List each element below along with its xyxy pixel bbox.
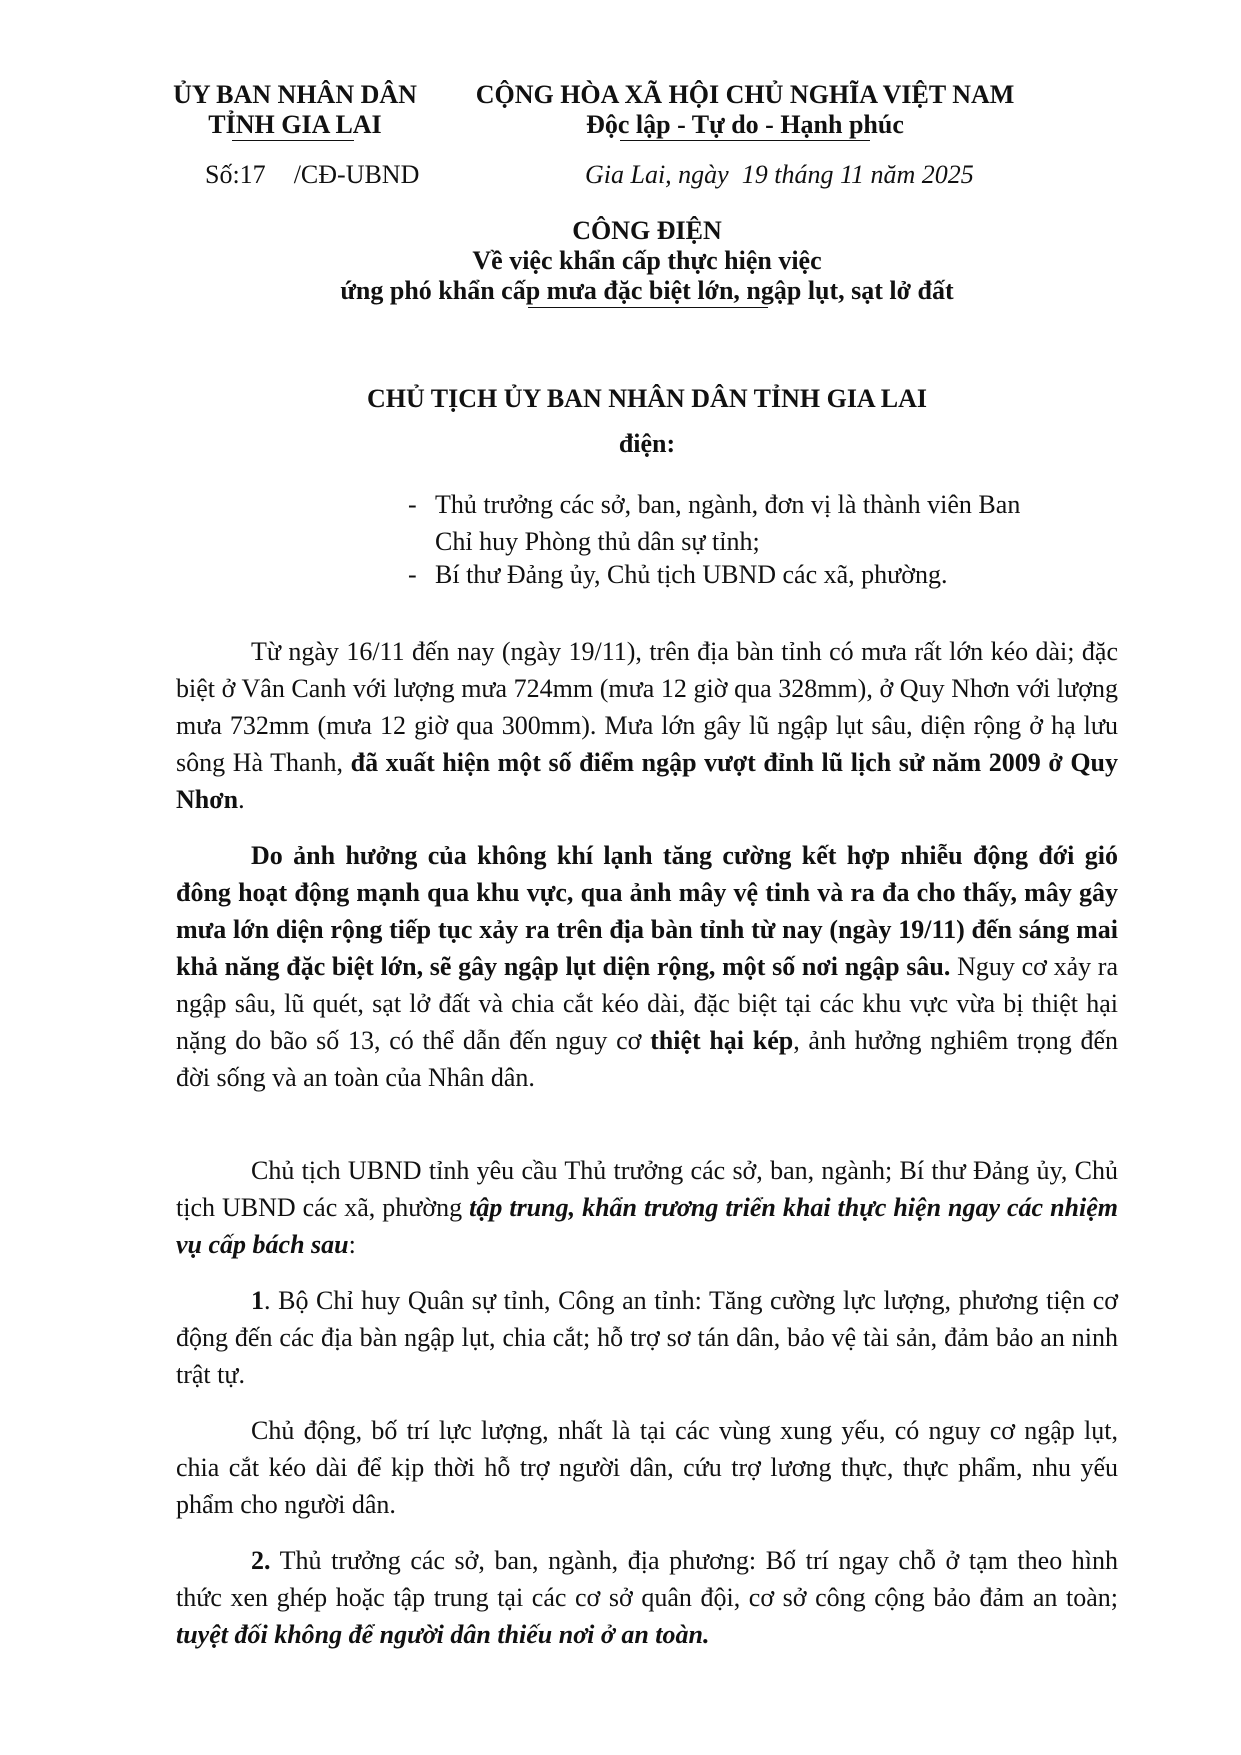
paragraph-text: Thủ trưởng các sở, ban, ngành, địa phương: Bố trí ngay chỗ ở tạm theo hình thức xen ghép hoặc tập trung tại các cơ sở quân đội, cơ sở công cộng bảo đảm an toàn; [176,1546,1118,1612]
recipient-dash: - [408,560,417,589]
task-number: 1 [251,1286,264,1315]
document-number [205,156,419,193]
sender-verb: điện: [618,429,676,458]
subject-line2: ứng phó khẩn cấp mưa đặc biệt lớn, ngập lụt, sạt lở đất [340,276,954,305]
agency-name-line2: TỈNH GIA LAI [208,110,382,139]
recipient-dash: - [408,490,417,519]
paragraph-text: Từ ngày 16/11 đến nay (ngày 19/11), trên địa bàn tỉnh có mưa rất lớn kéo dài; đặc biệt ở Vân Canh với lượng mưa 724mm (mưa 12 giờ qua 328mm), ở Quy Nhơn với lượng mưa 732mm (mưa 12 giờ qua 300mm). Mưa lớn gây lũ ngập lụt sâu, diện rộng ở hạ lưu sông Hà Thanh, [176,637,1118,777]
paragraph-text: Chủ tịch UBND tỉnh yêu cầu Thủ trưởng các sở, ban, ngành; Bí thư Đảng ủy, Chủ tịch UBND các xã, phường [176,1156,1118,1222]
paragraph-text: . Bộ Chỉ huy Quân sự tỉnh, Công an tỉnh: Tăng cường lực lượng, phương tiện cơ động đến các địa bàn ngập lụt, chia cắt; hỗ trợ sơ tán dân, bảo vệ tài sản, đảm bảo an ninh trật tự. [176,1286,1118,1389]
document-number-suffix: /CĐ-UBND [293,160,420,189]
agency-name-line1: ỦY BAN NHÂN DÂN [173,80,417,109]
subject-underline [528,307,768,308]
recipient-text: Thủ trưởng các sở, ban, ngành, đơn vị là thành viên Ban [435,490,1021,519]
sender-title: CHỦ TỊCH ỦY BAN NHÂN DÂN TỈNH GIA LAI [366,384,928,413]
paragraph-emphasis: tập trung, khẩn trương triển khai thực hiện ngay các nhiệm vụ cấp bách sau [176,1193,1118,1259]
paragraph-task-1 [176,1282,1118,1393]
paragraph-task-1-detail: Chủ động, bố trí lực lượng, nhất là tại các vùng xung yếu, có nguy cơ ngập lụt, chia cắt kéo dài để kịp thời hỗ trợ người dân, cứu trợ lương thực, thực phẩm, nhu yếu phẩm cho người dân. [176,1416,1118,1519]
agency-underline [232,140,354,141]
paragraph-emphasis: đã xuất hiện một số điểm ngập vượt đỉnh lũ lịch sử năm 2009 ở Quy Nhơn [176,748,1118,814]
national-title: CỘNG HÒA XÃ HỘI CHỦ NGHĨA VIỆT NAM [475,80,1015,109]
recipient-text-cont: Chỉ huy Phòng thủ dân sự tỉnh; [435,527,760,556]
paragraph-text: . [238,785,245,814]
document-number-value: Số:17 [205,160,266,189]
paragraph-text: Nguy cơ xảy ra ngập sâu, lũ quét, sạt lở đất và chia cắt kéo dài, đặc biệt tại các khu vực vừa bị thiệt hại nặng do bão số 13, có thể dẫn đến nguy cơ [176,952,1119,1055]
national-motto: Độc lập - Tự do - Hạnh phúc [586,110,904,139]
paragraph-text: , ảnh hưởng nghiêm trọng đến đời sống và an toàn của Nhân dân. [176,1026,1119,1092]
paragraph-emphasis: thiệt hại kép [650,1026,794,1055]
paragraph-situation [176,633,1118,818]
subject-line1: Về việc khẩn cấp thực hiện việc [472,246,822,275]
recipient-text: Bí thư Đảng ủy, Chủ tịch UBND các xã, phường. [435,560,948,589]
paragraph-emphasis: tuyệt đối không để người dân thiếu nơi ở an toàn. [176,1620,710,1649]
task-number: 2. [251,1546,271,1575]
place-date: Gia Lai, ngày 19 tháng 11 năm 2025 [585,160,974,189]
paragraph-forecast [176,837,1118,1096]
paragraph-text: : [348,1230,356,1259]
recipient-item [408,486,1128,560]
paragraph-task-2 [176,1542,1118,1653]
paragraph-request [176,1152,1118,1263]
recipient-item [408,556,1128,593]
document-type: CÔNG ĐIỆN [572,216,722,245]
motto-underline [620,140,870,141]
paragraph-emphasis: Do ảnh hưởng của không khí lạnh tăng cường kết hợp nhiễu động đới gió đông hoạt động mạnh qua khu vực, qua ảnh mây vệ tinh và ra đa cho thấy, mây gây mưa lớn diện rộng tiếp tục xảy ra trên địa bàn tỉnh từ nay (ngày 19/11) đến sáng mai khả năng đặc biệt lớn, sẽ gây ngập lụt diện rộng, một số nơi ngập sâu. [176,841,1118,981]
